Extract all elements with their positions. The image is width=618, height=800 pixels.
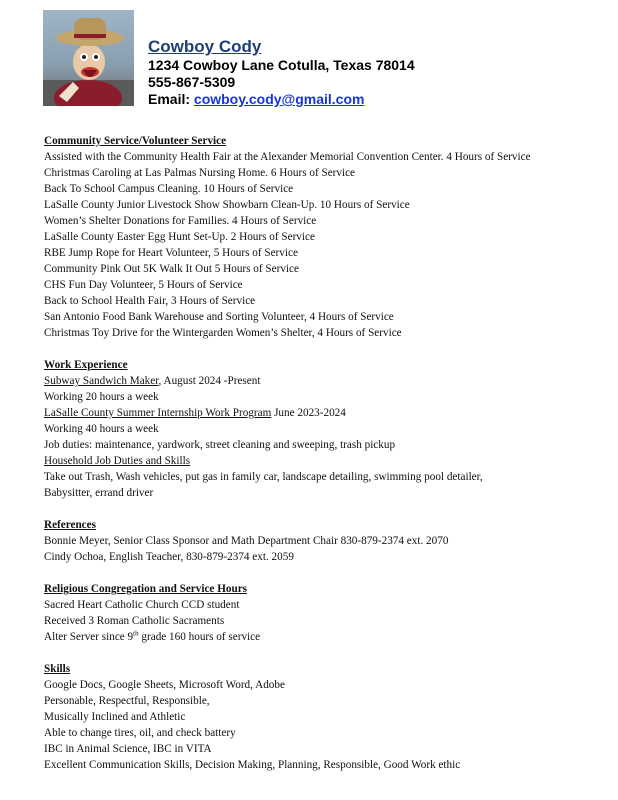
- list-item: Women’s Shelter Donations for Families. 4 Hours of Service: [44, 215, 317, 227]
- job-dates: , August 2024 -Present: [158, 375, 261, 387]
- section-title: Skills: [44, 663, 71, 675]
- email-link[interactable]: cowboy.cody@gmail.com: [193, 91, 365, 107]
- applicant-name: Cowboy Cody: [148, 37, 262, 56]
- skill-item: Personable, Respectful, Responsible,: [44, 695, 210, 707]
- alter-server-line: [44, 629, 614, 645]
- email-line: [148, 91, 415, 108]
- job-duties: Job duties: maintenance, yardwork, street cleaning and sweeping, trash pickup: [44, 439, 396, 451]
- list-item: Assisted with the Community Health Fair at the Alexander Memorial Convention Center. 4 Hours of Service: [44, 151, 531, 163]
- skill-item: Excellent Communication Skills, Decision Making, Planning, Responsible, Good Work ethic: [44, 759, 461, 771]
- job-title: Subway Sandwich Maker: [44, 375, 159, 387]
- list-item: San Antonio Food Bank Warehouse and Sorting Volunteer, 4 Hours of Service: [44, 311, 394, 323]
- job-hours: Working 20 hours a week: [44, 391, 159, 403]
- alter-text-end: grade 160 hours of service: [138, 631, 261, 643]
- skill-item: Able to change tires, oil, and check battery: [44, 727, 236, 739]
- job-detail: Babysitter, errand driver: [44, 487, 154, 499]
- job-subway: [44, 373, 614, 389]
- resume-body: [44, 133, 614, 789]
- cowboy-mascot-image: [43, 10, 134, 106]
- job-household: [44, 453, 614, 469]
- list-item: Community Pink Out 5K Walk It Out 5 Hours of Service: [44, 263, 299, 275]
- job-internship: [44, 405, 614, 421]
- skill-item: Musically Inclined and Athletic: [44, 711, 186, 723]
- job-hours: Working 40 hours a week: [44, 423, 159, 435]
- work-experience-section: [44, 357, 614, 501]
- job-dates: June 2023-2024: [271, 407, 346, 419]
- section-title: Community Service/Volunteer Service: [44, 135, 227, 147]
- list-item: RBE Jump Rope for Heart Volunteer, 5 Hours of Service: [44, 247, 298, 259]
- job-title: Household Job Duties and Skills: [44, 455, 191, 467]
- list-item: Christmas Caroling at Las Palmas Nursing Home. 6 Hours of Service: [44, 167, 356, 179]
- job-detail: Take out Trash, Wash vehicles, put gas in family car, landscape detailing, swimming pool detailer,: [44, 471, 483, 483]
- list-item: Christmas Toy Drive for the Wintergarden Women’s Shelter, 4 Hours of Service: [44, 327, 402, 339]
- section-title: Work Experience: [44, 359, 128, 371]
- religious-section: [44, 581, 614, 645]
- list-item: Sacred Heart Catholic Church CCD student: [44, 599, 240, 611]
- alter-text: Alter Server since 9: [44, 631, 134, 643]
- list-item: CHS Fun Day Volunteer, 5 Hours of Service: [44, 279, 243, 291]
- section-title: References: [44, 519, 96, 531]
- list-item: LaSalle County Easter Egg Hunt Set-Up. 2 Hours of Service: [44, 231, 315, 243]
- list-item: Back to School Health Fair, 3 Hours of Service: [44, 295, 256, 307]
- skills-section: [44, 661, 614, 773]
- skill-item: IBC in Animal Science, IBC in VITA: [44, 743, 212, 755]
- reference-item: Bonnie Meyer, Senior Class Sponsor and Math Department Chair 830-879-2374 ext. 2070: [44, 535, 449, 547]
- list-item: LaSalle County Junior Livestock Show Showbarn Clean-Up. 10 Hours of Service: [44, 199, 410, 211]
- contact-header: [148, 37, 415, 108]
- phone-number: 555-867-5309: [148, 74, 236, 90]
- reference-item: Cindy Ochoa, English Teacher, 830-879-2374 ext. 2059: [44, 551, 294, 563]
- ordinal-suffix: th: [133, 629, 139, 638]
- list-item: Back To School Campus Cleaning. 10 Hours of Service: [44, 183, 294, 195]
- address: 1234 Cowboy Lane Cotulla, Texas 78014: [148, 57, 415, 73]
- references-section: [44, 517, 614, 565]
- list-item: Received 3 Roman Catholic Sacraments: [44, 615, 225, 627]
- skill-item: Google Docs, Google Sheets, Microsoft Word, Adobe: [44, 679, 285, 691]
- mascot-photo: [43, 10, 134, 106]
- section-title: Religious Congregation and Service Hours: [44, 583, 248, 595]
- community-service-section: [44, 133, 614, 341]
- email-label: Email:: [148, 91, 191, 107]
- job-title: LaSalle County Summer Internship Work Program: [44, 407, 272, 419]
